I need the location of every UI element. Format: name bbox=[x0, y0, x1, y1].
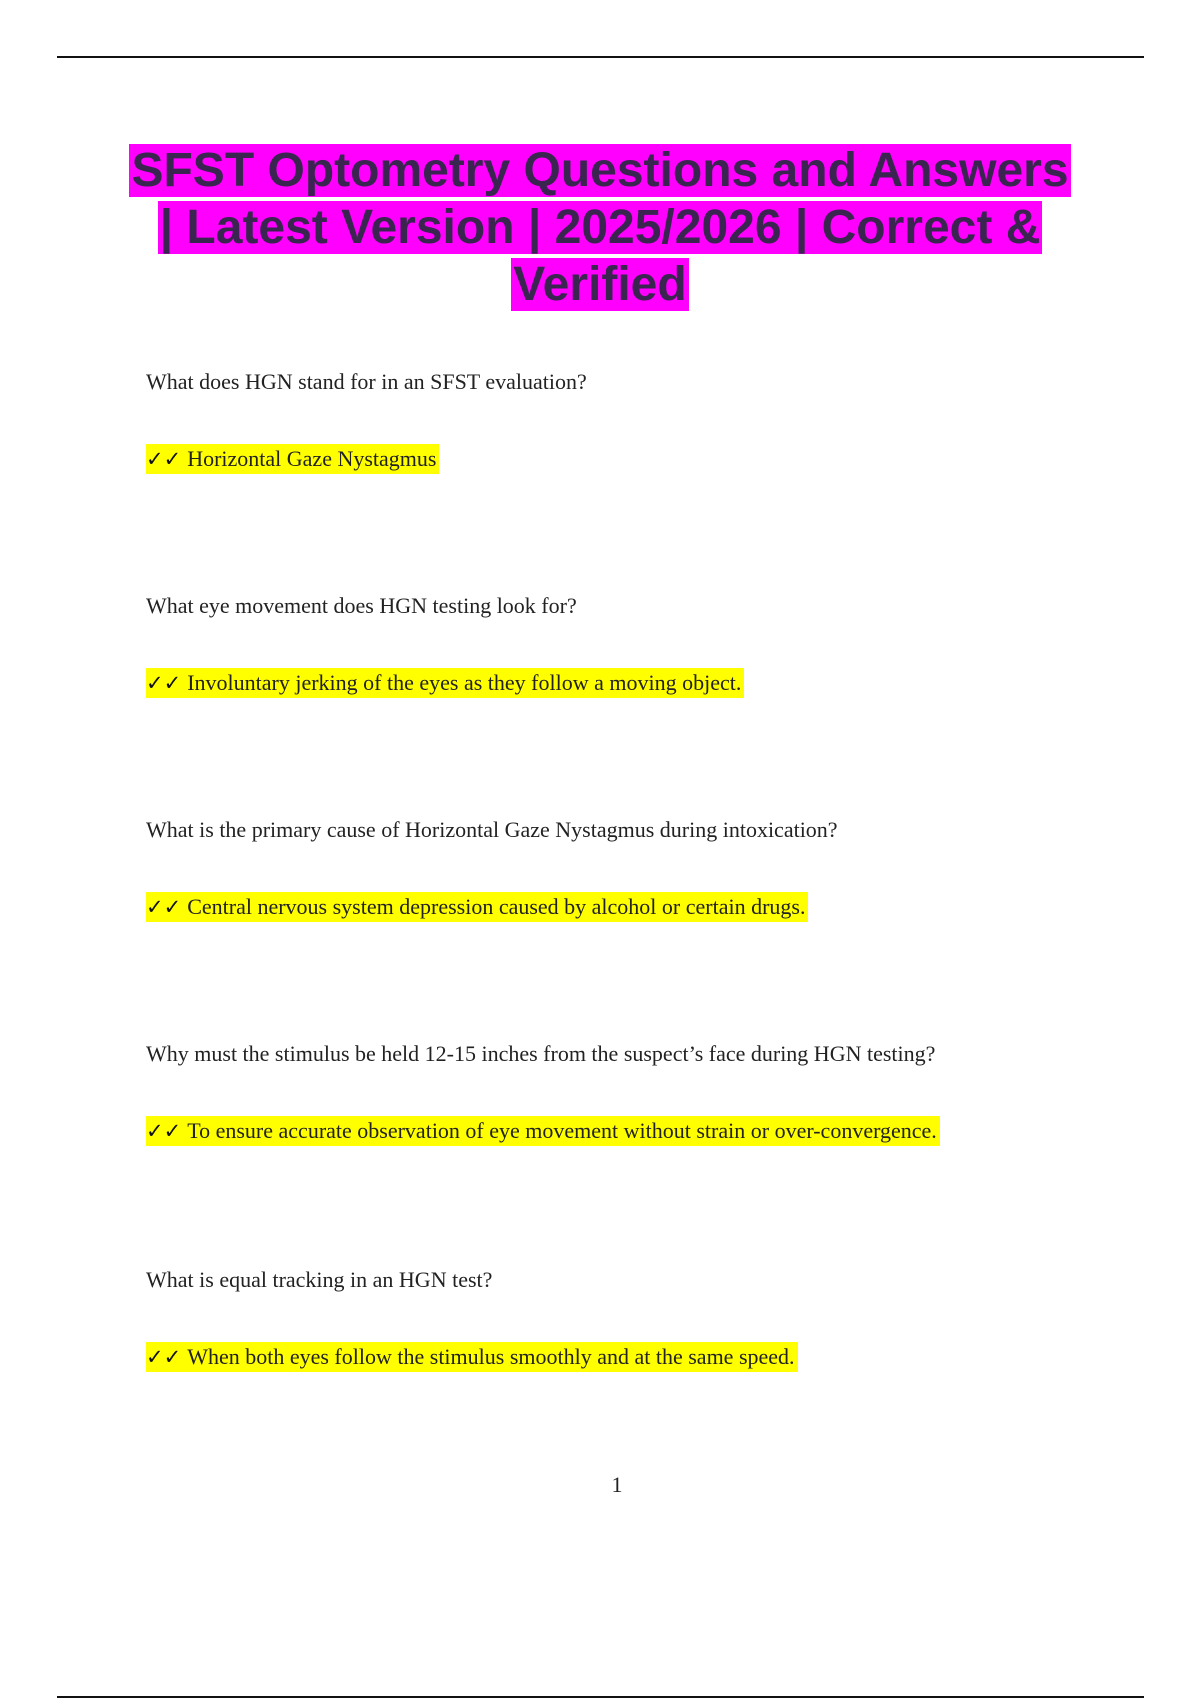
qa-item bbox=[146, 592, 1146, 695]
double-check-icon: ✓✓ bbox=[146, 895, 182, 919]
qa-item bbox=[146, 816, 1146, 919]
answer-text: To ensure accurate observation of eye movement without strain or over-convergence. bbox=[187, 1118, 937, 1143]
answer-highlight bbox=[146, 1342, 798, 1372]
qa-item bbox=[146, 1040, 1146, 1143]
question-text: Why must the stimulus be held 12-15 inches from the suspect’s face during HGN testing? bbox=[146, 1041, 936, 1066]
answer-highlight bbox=[146, 1116, 940, 1146]
top-rule bbox=[57, 56, 1144, 58]
qa-item bbox=[146, 368, 1146, 471]
page-number: 1 bbox=[611, 1472, 623, 1497]
answer-highlight bbox=[146, 892, 808, 922]
document-title-text: SFST Optometry Questions and Answers | Latest Version | 2025/2026 | Correct & Verified bbox=[131, 144, 1069, 311]
answer-text: Involuntary jerking of the eyes as they follow a moving object. bbox=[187, 670, 742, 695]
double-check-icon: ✓✓ bbox=[146, 1119, 182, 1143]
answer-text: Central nervous system depression caused by alcohol or certain drugs. bbox=[187, 894, 806, 919]
qa-item bbox=[146, 1266, 1146, 1369]
double-check-icon: ✓✓ bbox=[146, 447, 182, 471]
answer-text: Horizontal Gaze Nystagmus bbox=[187, 446, 437, 471]
question-text: What eye movement does HGN testing look for? bbox=[146, 593, 577, 618]
answer-highlight bbox=[146, 668, 744, 698]
bottom-rule bbox=[57, 1696, 1144, 1698]
double-check-icon: ✓✓ bbox=[146, 671, 182, 695]
question-text: What does HGN stand for in an SFST evaluation? bbox=[146, 369, 587, 394]
double-check-icon: ✓✓ bbox=[146, 1345, 182, 1369]
document-title bbox=[120, 142, 1080, 313]
question-text: What is the primary cause of Horizontal Gaze Nystagmus during intoxication? bbox=[146, 817, 838, 842]
answer-text: When both eyes follow the stimulus smoothly and at the same speed. bbox=[187, 1344, 795, 1369]
answer-highlight bbox=[146, 444, 439, 474]
question-text: What is equal tracking in an HGN test? bbox=[146, 1267, 493, 1292]
